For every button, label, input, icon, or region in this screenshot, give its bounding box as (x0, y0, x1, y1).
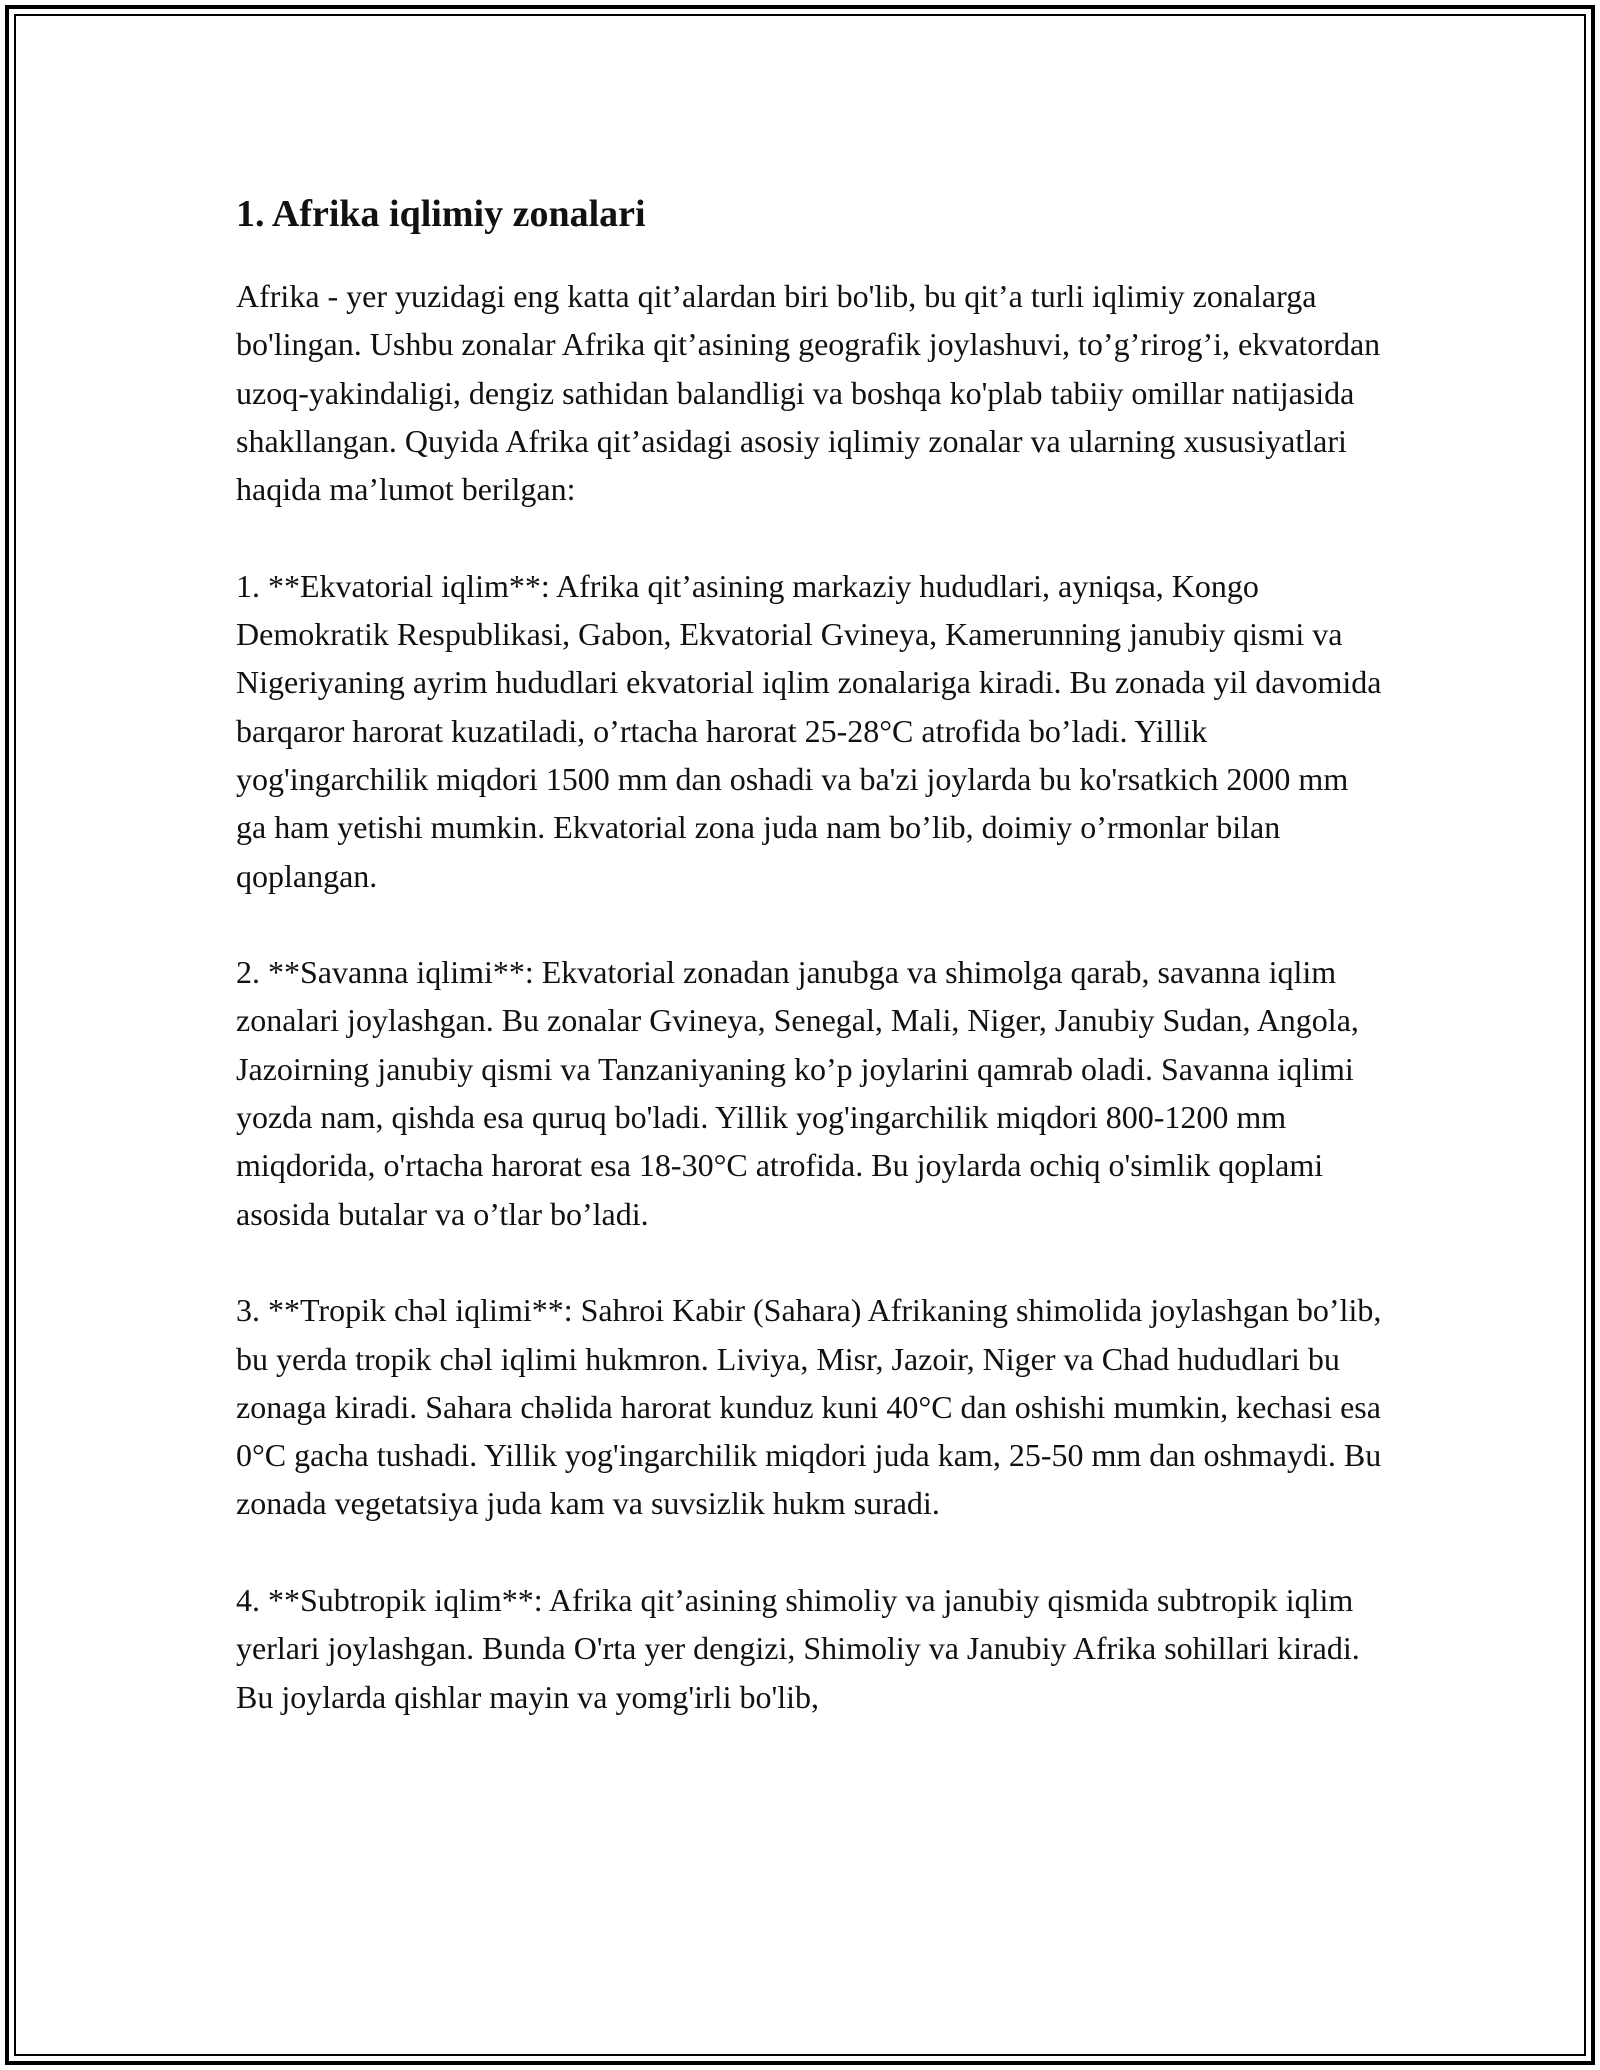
document-title: 1. Afrika iqlimiy zonalari (236, 193, 646, 235)
savanna-climate-paragraph: 2. **Savanna iqlimi**: Ekvatorial zonadan janubga va shimolga qarab, savanna iqlim zonalari joylashgan. Bu zonalar Gvineya, Senegal, Mali, Niger, Janubiy Sudan, Angola, Jazoirning janubiy qismi va Tanzaniyaning ko’p joylarini qamrab oladi. Savanna iqlimi yozda nam, qishda esa quruq bo'ladi. Yillik yog'ingarchilik miqdori 800-1200 mm miqdorida, o'rtacha harorat esa 18-30°C atrofida. Bu joylarda ochiq o'simlik qoplami asosida butalar va o’tlar bo’ladi. (236, 954, 1359, 1232)
tropical-desert-climate-paragraph: 3. **Tropik chəl iqlimi**: Sahroi Kabir (Sahara) Afrikaning shimolida joylashgan bo’lib, bu yerda tropik chəl iqlimi hukmron. Liviya, Misr, Jazoir, Niger va Chad hududlari bu zonaga kiradi. Sahara chəlida harorat kunduz kuni 40°C dan oshishi mumkin, kechasi esa 0°C gacha tushadi. Yillik yog'ingarchilik miqdori juda kam, 25-50 mm dan oshmaydi. Bu zonada vegetatsiya juda kam va suvsizlik hukm suradi. (236, 1292, 1382, 1522)
intro-paragraph: Afrika - yer yuzidagi eng katta qit’alardan biri bo'lib, bu qit’a turli iqlimiy zonalarga bo'lingan. Ushbu zonalar Afrika qit’asining geografik joylashuvi, to’g’rirog’i, ekvatordan uzoq-yakindaligi, dengiz sathidan balandligi va boshqa ko'plab tabiiy omillar natijasida shakllangan. Quyida Afrika qit’asidagi asosiy iqlimiy zonalar va ularning xususiyatlari haqida ma’lumot berilgan: (236, 278, 1381, 508)
document-body (236, 186, 1386, 1721)
equatorial-climate-paragraph: 1. **Ekvatorial iqlim**: Afrika qit’asining markaziy hududlari, ayniqsa, Kongo Demokratik Respublikasi, Gabon, Ekvatorial Gvineya, Kamerunning janubiy qismi va Nigeriyaning ayrim hududlari ekvatorial iqlim zonalariga kiradi. Bu zonada yil davomida barqaror harorat kuzatiladi, o’rtacha harorat 25-28°C atrofida bo’ladi. Yillik yog'ingarchilik miqdori 1500 mm dan oshadi va ba'zi joylarda bu ko'rsatkich 2000 mm ga ham yetishi mumkin. Ekvatorial zona juda nam bo’lib, doimiy o’rmonlar bilan qoplangan. (236, 567, 1382, 894)
subtropical-climate-paragraph: 4. **Subtropik iqlim**: Afrika qit’asining shimoliy va janubiy qismida subtropik iqlim yerlari joylashgan. Bunda O'rta yer dengizi, Shimoliy va Janubiy Afrika sohillari kiradi. Bu joylarda qishlar mayin va yomg'irli bo'lib, (236, 1582, 1360, 1715)
